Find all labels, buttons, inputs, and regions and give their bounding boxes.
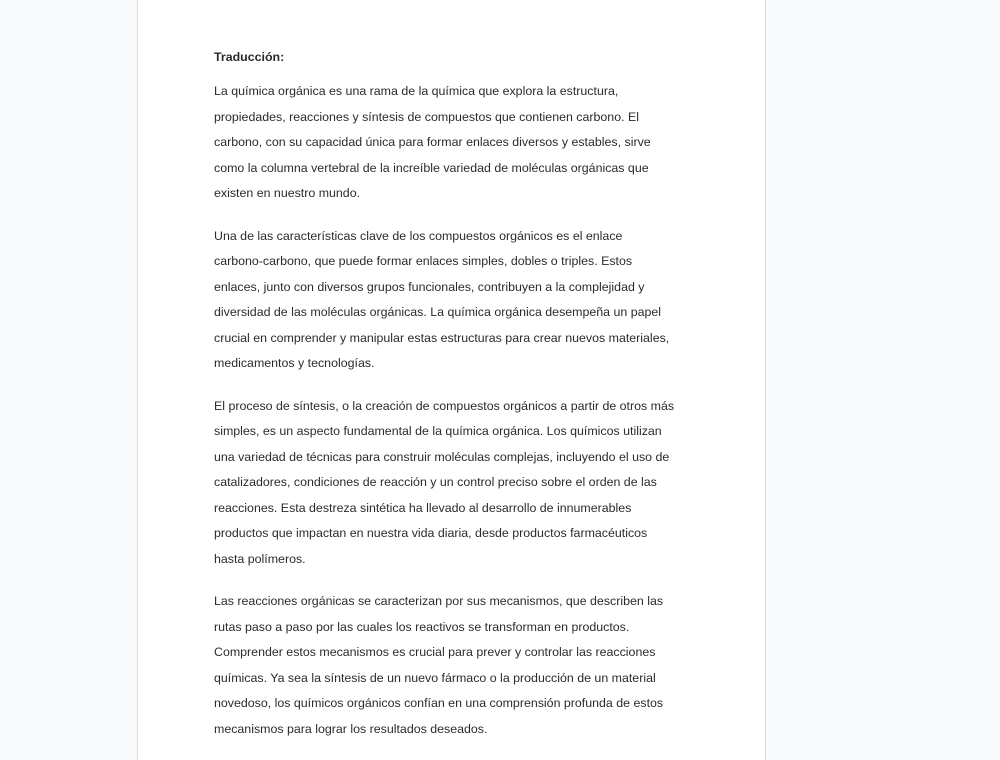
text-line: una variedad de técnicas para construir moléculas complejas, incluyendo el uso de: [214, 449, 670, 464]
text-line: químicas. Ya sea la síntesis de un nuevo fármaco o la producción de un material: [214, 670, 656, 685]
text-line: reacciones. Esta destreza sintética ha llevado al desarrollo de innumerables: [214, 500, 632, 515]
text-line: rutas paso a paso por las cuales los reactivos se transforman en productos.: [214, 619, 630, 634]
text-line: simples, es un aspecto fundamental de la química orgánica. Los químicos utilizan: [214, 424, 662, 438]
text-line: Comprender estos mecanismos es crucial para prever y controlar las reacciones: [214, 645, 656, 659]
text-line: Una de las características clave de los compuestos orgánicos es el enlace: [214, 228, 623, 243]
text-line: mecanismos para lograr los resultados deseados.: [214, 721, 488, 736]
text-line: productos que impactan en nuestra vida diaria, desde productos farmacéuticos: [214, 526, 648, 540]
text-line: catalizadores, condiciones de reacción y un control preciso sobre el orden de las: [214, 475, 657, 489]
text-line: medicamentos y tecnologías.: [214, 356, 375, 370]
section-heading: Traducción:: [214, 50, 285, 64]
document-page[interactable]: [137, 0, 766, 760]
text-line: El proceso de síntesis, o la creación de compuestos orgánicos a partir de otros más: [214, 398, 675, 413]
text-line: crucial en comprender y manipular estas estructuras para crear nuevos materiales,: [214, 330, 670, 345]
paragraph[interactable]: [214, 589, 714, 742]
text-line: enlaces, junto con diversos grupos funcionales, contribuyen a la complejidad y: [214, 279, 645, 294]
text-line: propiedades, reacciones y síntesis de compuestos que contienen carbono. El: [214, 109, 639, 124]
text-line: como la columna vertebral de la increíble variedad de moléculas orgánicas que: [214, 160, 649, 175]
paragraph[interactable]: [214, 224, 714, 377]
paragraph[interactable]: [214, 394, 714, 573]
text-line: carbono-carbono, que puede formar enlaces simples, dobles o triples. Estos: [214, 254, 633, 268]
text-line: novedoso, los químicos orgánicos confían en una comprensión profunda de estos: [214, 696, 664, 710]
text-line: carbono, con su capacidad única para formar enlaces diversos y estables, sirve: [214, 135, 651, 149]
paragraph[interactable]: [214, 79, 714, 207]
text-line: Las reacciones orgánicas se caracterizan por sus mecanismos, que describen las: [214, 594, 664, 608]
text-line: hasta polímeros.: [214, 551, 306, 566]
text-line: existen en nuestro mundo.: [214, 186, 361, 200]
document-body[interactable]: [214, 47, 714, 759]
text-line: La química orgánica es una rama de la química que explora la estructura,: [214, 84, 619, 98]
text-line: diversidad de las moléculas orgánicas. La química orgánica desempeña un papel: [214, 305, 662, 319]
